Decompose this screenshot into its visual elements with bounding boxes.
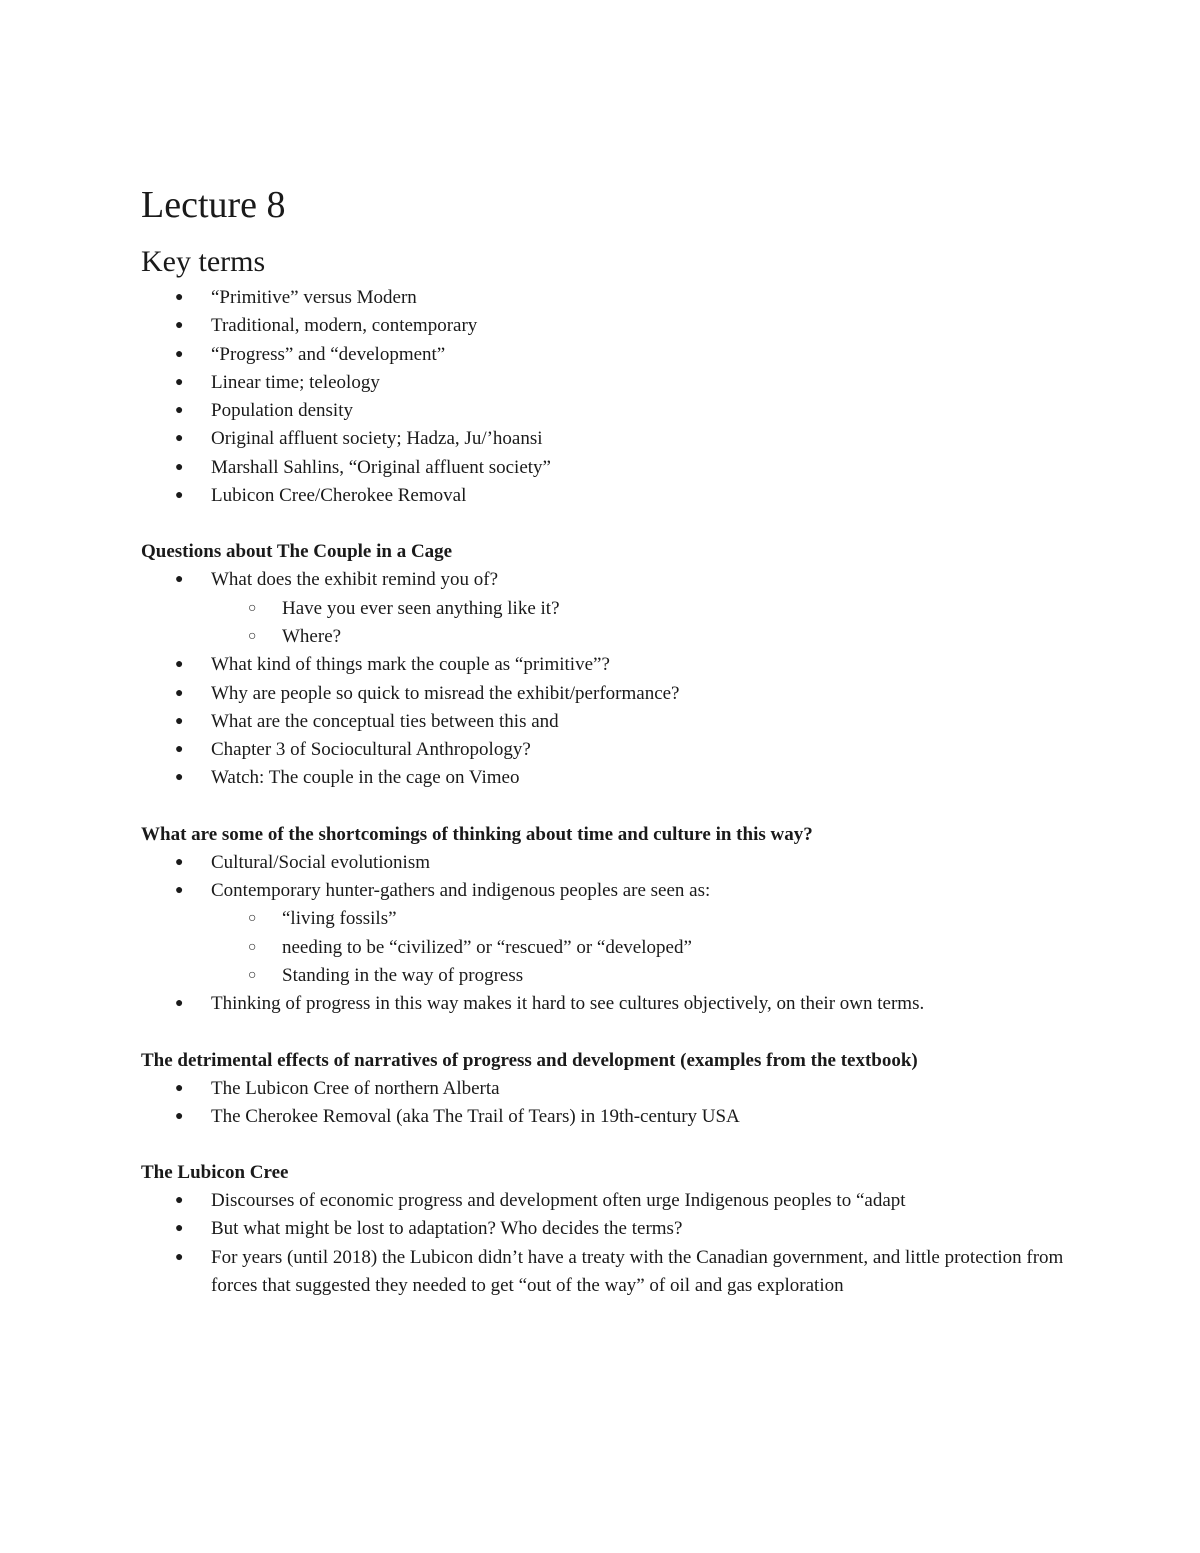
- detrimental-heading: The detrimental effects of narratives of progress and development (examples from the textbook): [141, 1049, 918, 1071]
- list-item: ● Marshall Sahlins, “Original affluent society”: [141, 454, 1071, 482]
- list-item: ● Population density: [141, 397, 1071, 425]
- spacer: [141, 510, 1071, 538]
- couple-heading: Questions about The Couple in a Cage: [141, 541, 453, 563]
- couple-questions-list-continued: [141, 651, 1071, 792]
- list-item: ● Contemporary hunter-gathers and indigenous peoples are seen as:: [141, 877, 1071, 905]
- sub-list-item: ○ needing to be “civilized” or “rescued” or “developed”: [141, 934, 1071, 962]
- shortcomings-list: [141, 849, 1071, 906]
- list-item: ● Cultural/Social evolutionism: [141, 849, 1071, 877]
- list-item: ● Original affluent society; Hadza, Ju/’hoansi: [141, 425, 1071, 453]
- couple-questions-list: [141, 566, 1071, 594]
- list-item: ● Why are people so quick to misread the exhibit/performance?: [141, 680, 1071, 708]
- page-title: Lecture 8: [141, 184, 286, 226]
- spacer: [141, 793, 1071, 821]
- list-item: ● Chapter 3 of Sociocultural Anthropology?: [141, 736, 1071, 764]
- list-item: ● Linear time; teleology: [141, 369, 1071, 397]
- sub-list-item: ○ Where?: [141, 623, 1071, 651]
- list-item: ● Discourses of economic progress and development often urge Indigenous peoples to “adapt: [141, 1187, 1071, 1215]
- spacer: [141, 1131, 1071, 1159]
- list-item: ● What are the conceptual ties between this and: [141, 708, 1071, 736]
- key-terms-heading: Key terms: [141, 245, 266, 278]
- detrimental-list: [141, 1075, 1071, 1132]
- list-item: ● For years (until 2018) the Lubicon didn’t have a treaty with the Canadian government, and little protection from forces that suggested they needed to get “out of the way” of oil and gas exploration: [141, 1244, 1071, 1301]
- list-item: ● The Cherokee Removal (aka The Trail of Tears) in 19th-century USA: [141, 1103, 1071, 1131]
- list-item: ● “Primitive” versus Modern: [141, 284, 1071, 312]
- list-item: ● But what might be lost to adaptation? Who decides the terms?: [141, 1215, 1071, 1243]
- couple-sub-list: [141, 595, 1071, 652]
- list-item: ● “Progress” and “development”: [141, 341, 1071, 369]
- lubicon-list: [141, 1187, 1071, 1300]
- list-item: ● What does the exhibit remind you of?: [141, 566, 1071, 594]
- list-item: ● The Lubicon Cree of northern Alberta: [141, 1075, 1071, 1103]
- shortcomings-heading: What are some of the shortcomings of thinking about time and culture in this way?: [141, 823, 813, 845]
- list-item: ● What kind of things mark the couple as “primitive”?: [141, 651, 1071, 679]
- list-item: ● Traditional, modern, contemporary: [141, 312, 1071, 340]
- list-item: ● Thinking of progress in this way makes it hard to see cultures objectively, on their own terms.: [141, 990, 1071, 1018]
- shortcomings-sub-list: [141, 905, 1071, 990]
- sub-list-item: ○ “living fossils”: [141, 905, 1071, 933]
- shortcomings-list-continued: [141, 990, 1071, 1018]
- key-terms-list: [141, 284, 1071, 510]
- list-item: ● Lubicon Cree/Cherokee Removal: [141, 482, 1071, 510]
- spacer: [141, 1019, 1071, 1047]
- list-item: ● Watch: The couple in the cage on Vimeo: [141, 764, 1071, 792]
- lubicon-heading: The Lubicon Cree: [141, 1162, 289, 1184]
- sub-list-item: ○ Have you ever seen anything like it?: [141, 595, 1071, 623]
- sub-list-item: ○ Standing in the way of progress: [141, 962, 1071, 990]
- document-content: [141, 180, 1071, 1300]
